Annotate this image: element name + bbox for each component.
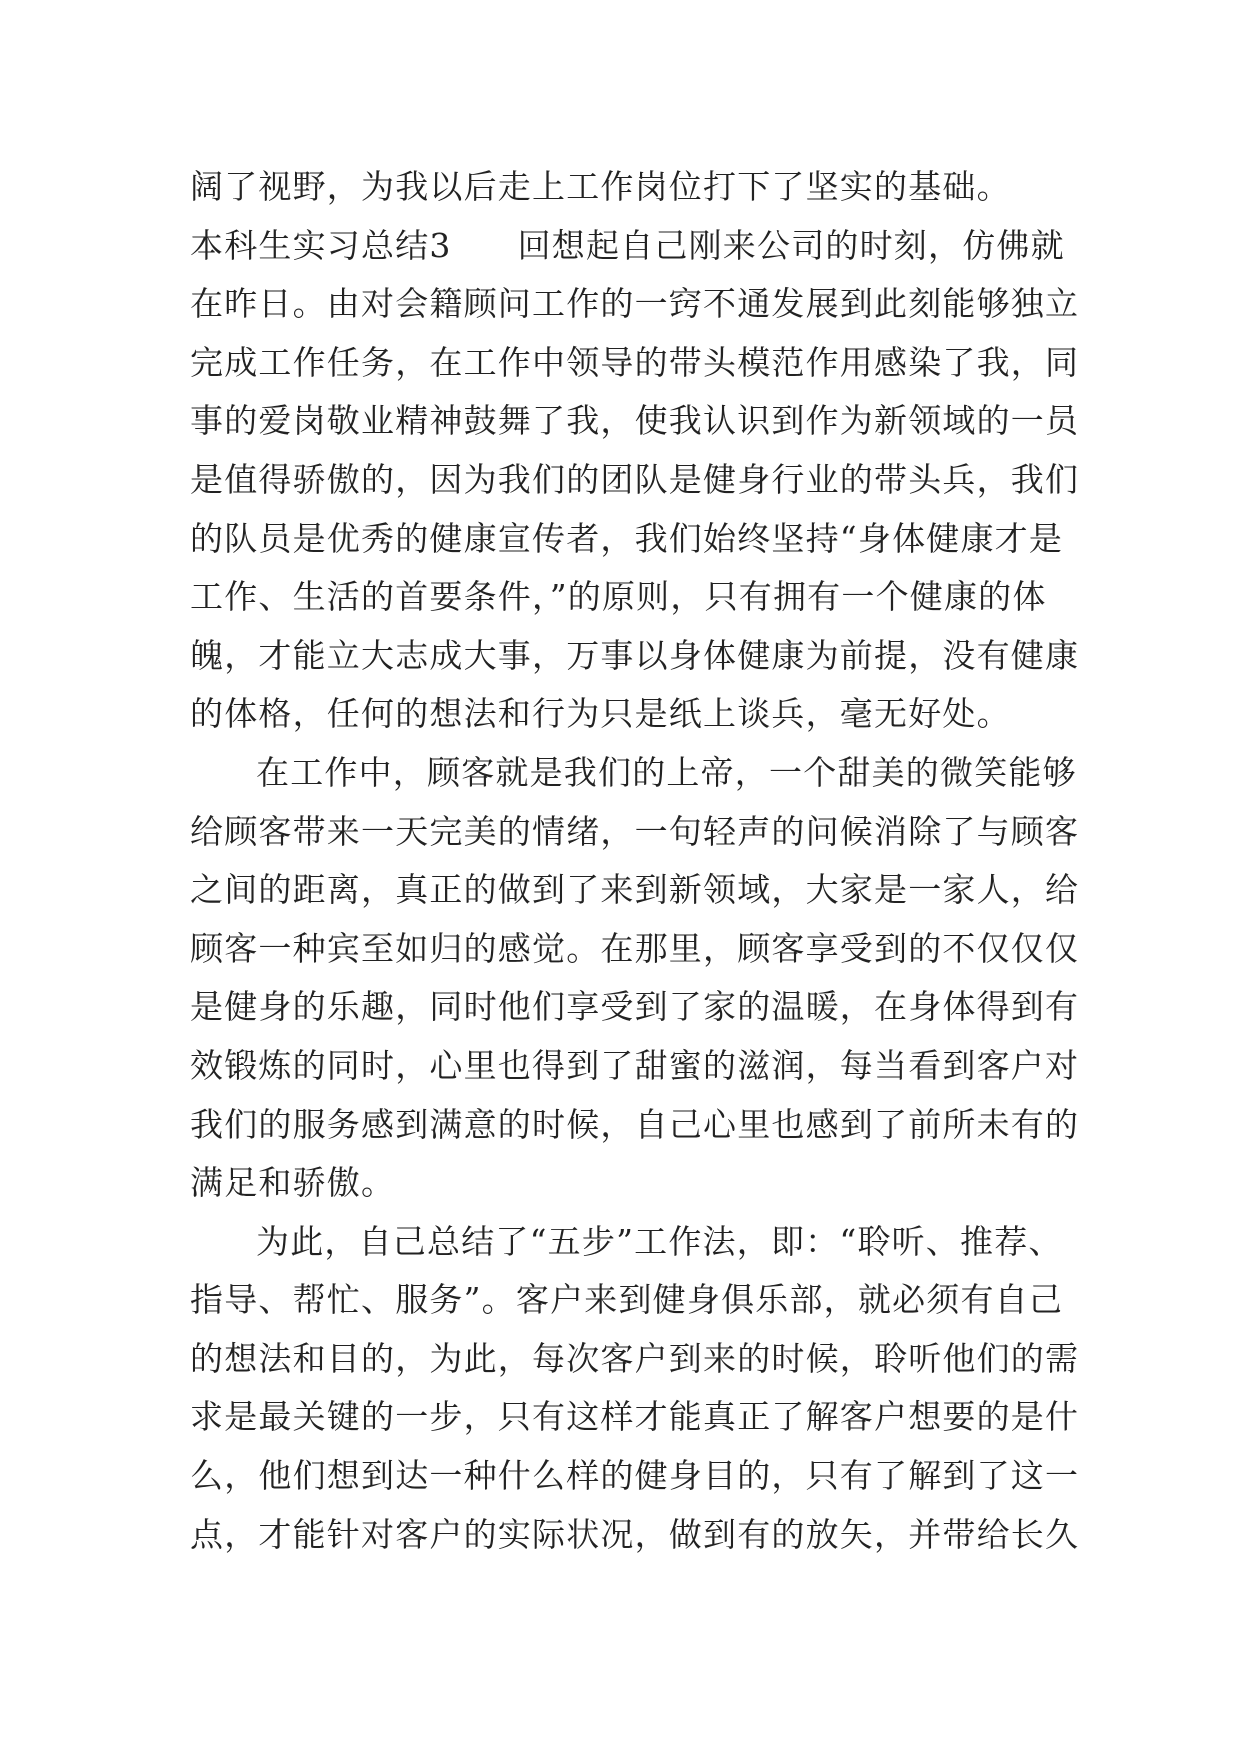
text-line-20: 指导、帮忙、服务”。客户来到健身俱乐部，就必须有自己 <box>190 1280 1064 1320</box>
text-line-22: 求是最关键的一步，只有这样才能真正了解客户想要的是什 <box>190 1397 1080 1437</box>
text-line-18: 满足和骄傲。 <box>190 1163 396 1203</box>
text-line-14: 顾客一种宾至如归的感觉。在那里，顾客享受到的不仅仅仅 <box>190 928 1080 968</box>
text-line-7: 的队员是优秀的健康宣传者，我们始终坚持“身体健康才是 <box>190 518 1064 558</box>
text-line-17: 我们的服务感到满意的时候，自己心里也感到了前所未有的 <box>190 1104 1080 1144</box>
text-line-23: 么，他们想到达一种什么样的健身目的，只有了解到了这一 <box>190 1456 1080 1496</box>
text-line-2-content: 回想起自己刚来公司的时刻，仿佛就 <box>517 225 1065 265</box>
text-line-9: 魄，才能立大志成大事，万事以身体健康为前提，没有健康 <box>190 635 1080 675</box>
section-heading: 本科生实习总结3 <box>190 225 452 265</box>
text-line-6: 是值得骄傲的，因为我们的团队是健身行业的带头兵，我们 <box>190 459 1080 499</box>
text-line-4: 完成工作任务，在工作中领导的带头模范作用感染了我，同 <box>190 342 1080 382</box>
text-line-3: 在昨日。由对会籍顾问工作的一窍不通发展到此刻能够独立 <box>190 284 1080 324</box>
text-line-11: 在工作中，顾客就是我们的上帝，一个甜美的微笑能够 <box>256 752 1077 792</box>
text-line-1: 阔了视野，为我以后走上工作岗位打下了坚实的基础。 <box>190 167 1011 206</box>
text-line-2 <box>190 217 1065 276</box>
text-line-16: 效锻炼的同时，心里也得到了甜蜜的滋润，每当看到客户对 <box>190 1045 1080 1085</box>
text-line-15: 是健身的乐趣，同时他们享受到了家的温暖，在身体得到有 <box>190 987 1080 1027</box>
text-line-24: 点，才能针对客户的实际状况，做到有的放矢，并带给长久 <box>190 1514 1080 1554</box>
text-line-13: 之间的距离，真正的做到了来到新领域，大家是一家人，给 <box>190 870 1080 910</box>
text-line-19: 为此，自己总结了“五步”工作法，即：“聆听、推荐、 <box>256 1221 1063 1261</box>
text-line-12: 给顾客带来一天完美的情绪，一句轻声的问候消除了与顾客 <box>190 811 1080 851</box>
text-line-8: 工作、生活的首要条件，”的原则，只有拥有一个健康的体 <box>190 577 1047 617</box>
text-line-21: 的想法和目的，为此，每次客户到来的时候，聆听他们的需 <box>190 1338 1080 1378</box>
document-body <box>190 158 1080 1564</box>
text-line-10: 的体格，任何的想法和行为只是纸上谈兵，毫无好处。 <box>190 694 1011 734</box>
text-line-5: 事的爱岗敬业精神鼓舞了我，使我认识到作为新领域的一员 <box>190 401 1080 441</box>
